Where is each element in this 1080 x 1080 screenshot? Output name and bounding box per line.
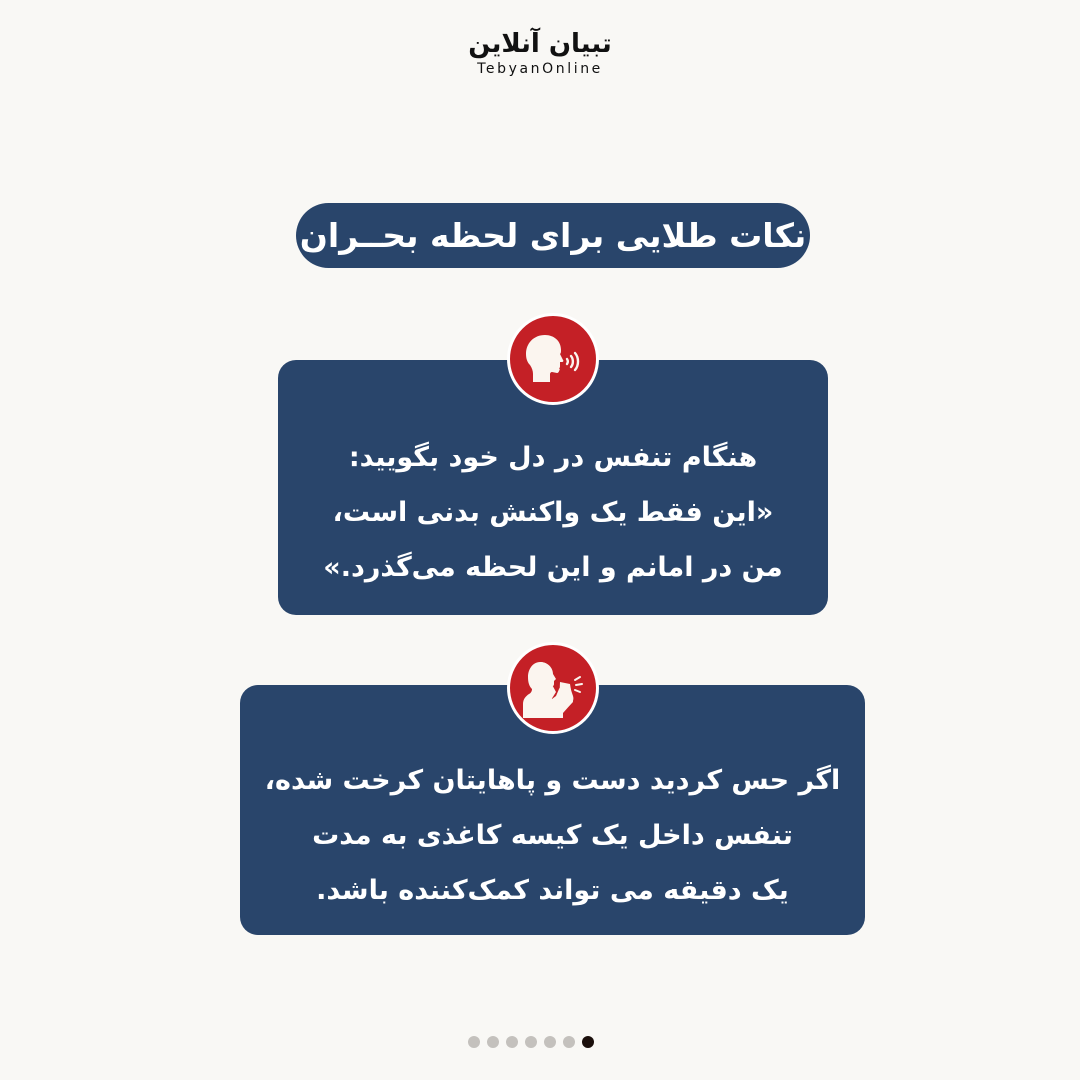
page-dot-7-active[interactable]: [582, 1036, 594, 1048]
page-dot-3[interactable]: [506, 1036, 518, 1048]
page-title-text: نکات طلایی برای لحظه بحــران: [299, 216, 807, 255]
tip-1-line-2: «این فقط یک واکنش بدنی است،: [332, 497, 774, 528]
page-dot-6[interactable]: [563, 1036, 575, 1048]
page-title: [296, 203, 810, 268]
tip-2-line-1: اگر حس کردید دست و پاهایتان کرخت شده،: [264, 764, 841, 796]
speaking-head-icon: [507, 313, 599, 405]
tip-2-line-3: یک دقیقه می تواند کمک‌کننده باشد.: [316, 874, 789, 906]
tip-1-line-3: من در امانم و این لحظه می‌گذرد.»: [323, 552, 783, 583]
page-dot-2[interactable]: [487, 1036, 499, 1048]
logo-persian-text: تبیان آنلاین: [468, 29, 612, 59]
pagination-dots: [468, 1036, 594, 1048]
tip-1-line-1: هنگام تنفس در دل خود بگویید:: [348, 442, 758, 473]
page-dot-4[interactable]: [525, 1036, 537, 1048]
page-dot-5[interactable]: [544, 1036, 556, 1048]
page-dot-1[interactable]: [468, 1036, 480, 1048]
paper-bag-breathing-icon: [507, 642, 599, 734]
tip-2-line-2: تنفس داخل یک کیسه کاغذی به مدت: [312, 819, 793, 851]
logo-english-text: TebyanOnline: [477, 61, 603, 77]
tebyan-online-logo: [0, 28, 1080, 78]
